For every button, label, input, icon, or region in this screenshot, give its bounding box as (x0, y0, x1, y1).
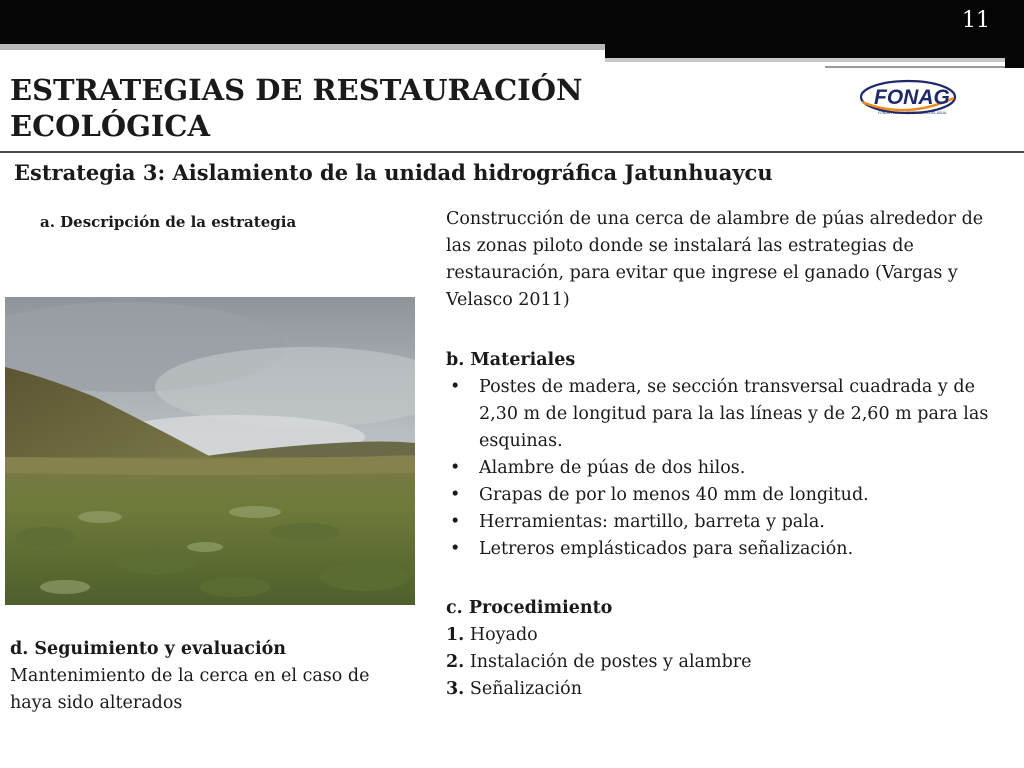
list-item (446, 374, 1006, 455)
monitoring-section (10, 636, 410, 717)
list-item (446, 455, 1006, 482)
material-text: Letreros emplásticados para señalización. (479, 539, 854, 559)
step-text: Señalización (469, 679, 582, 699)
header-accent-bar (1005, 44, 1024, 68)
list-item (446, 482, 1006, 509)
description-text: Construcción de una cerca de alambre de púas alrededor de las zonas piloto donde se instalará las estrategias de restauración, para evitar que ingrese el ganado (Vargas y Velasco 2011) (446, 209, 984, 310)
procedure-step (446, 622, 1006, 649)
bullet-icon: • (450, 539, 461, 559)
bullet-icon: • (450, 485, 461, 505)
step-number: 1. (446, 625, 465, 645)
bullet-icon: • (450, 377, 461, 397)
monitoring-heading: d. Seguimiento y evaluación (10, 639, 286, 659)
material-text: Alambre de púas de dos hilos. (479, 458, 746, 478)
material-text: Herramientas: martillo, barreta y pala. (479, 512, 825, 532)
slide-number: 11 (962, 8, 990, 33)
list-item (446, 509, 1006, 536)
material-text: Grapas de por lo menos 40 mm de longitud. (479, 485, 869, 505)
top-bar (0, 0, 1024, 44)
procedure-heading: c. Procedimiento (446, 598, 613, 618)
monitoring-text: Mantenimiento de la cerca en el caso de haya sido alterados (10, 666, 370, 713)
header-accent-bar (0, 44, 605, 50)
step-number: 3. (446, 679, 465, 699)
slide-subtitle: Estrategia 3: Aislamiento de la unidad hidrográfica Jatunhuaycu (14, 160, 773, 185)
paramo-landscape-photo (5, 297, 415, 605)
step-text: Hoyado (469, 625, 538, 645)
header-accent-line (825, 66, 1005, 68)
header-accent-bar (605, 58, 1005, 62)
bullet-icon: • (450, 512, 461, 532)
materials-section (446, 347, 1006, 563)
section-a-description (446, 206, 1006, 314)
procedure-step (446, 676, 1006, 703)
materials-list (446, 374, 1006, 563)
procedure-step (446, 649, 1006, 676)
logo-wordmark: FONAG (874, 86, 950, 109)
material-text: Postes de madera, se sección transversal cuadrada y de 2,30 m de longitud para la las líneas y de 2,60 m para las esquinas. (479, 377, 989, 451)
page-title: ESTRATEGIAS DE RESTAURACIÓN ECOLÓGICA (10, 73, 583, 143)
step-text: Instalación de postes y alambre (469, 652, 752, 672)
fonag-logo (856, 76, 960, 120)
title-divider (0, 151, 1024, 153)
materials-heading: b. Materiales (446, 350, 576, 370)
step-number: 2. (446, 652, 465, 672)
bullet-icon: • (450, 458, 461, 478)
logo-tagline: FONDO PARA LA PROTECCIÓN DEL AGUA (878, 111, 947, 115)
list-item (446, 536, 1006, 563)
procedure-section (446, 595, 1006, 703)
section-a-heading: a. Descripción de la estrategia (40, 213, 297, 231)
header-accent-bar (605, 44, 1005, 58)
